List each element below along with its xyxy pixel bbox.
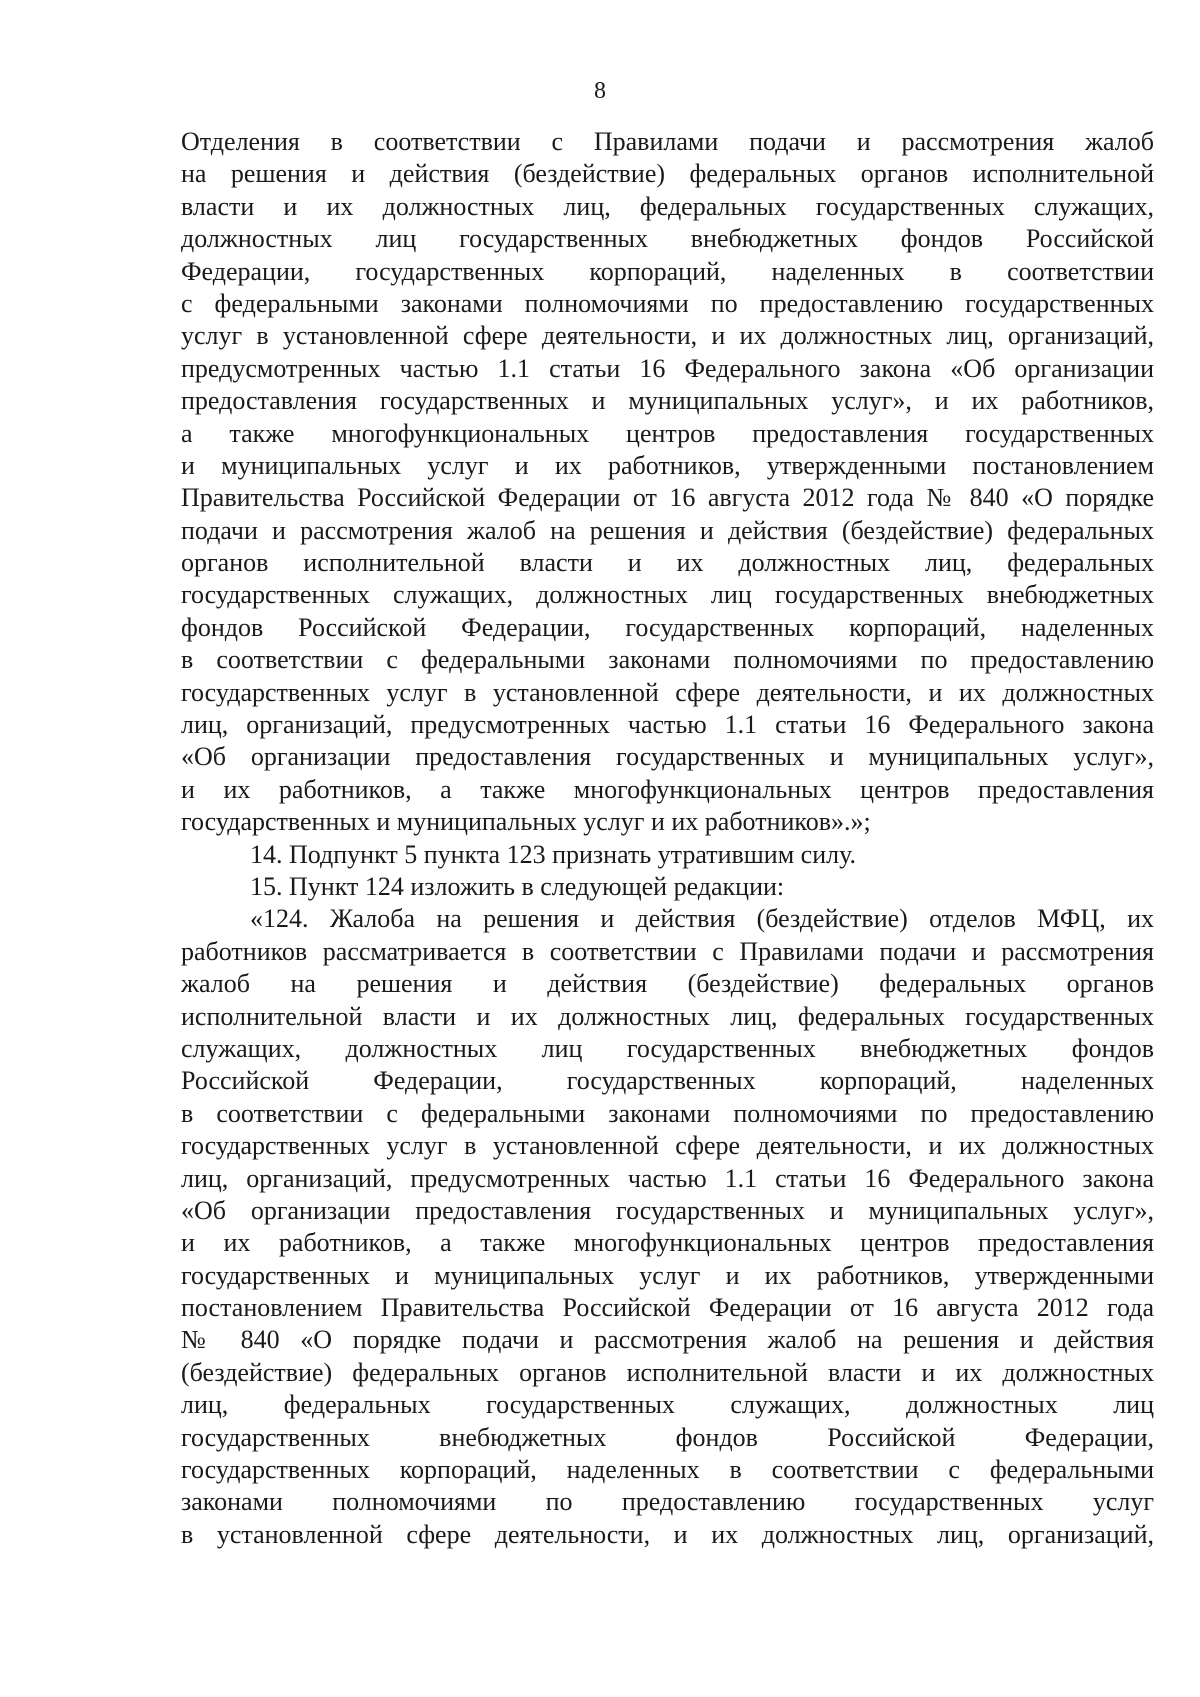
text-line: власти и их должностных лиц, федеральных государственных служащих, [181,191,1154,221]
text-line: государственных и муниципальных услуг и их работников, утвержденными [181,1260,1154,1290]
text-line: подачи и рассмотрения жалоб на решения и действия (бездействие) федеральных [181,515,1154,545]
text-line: лиц, федеральных государственных служащих, должностных лиц [181,1390,1154,1420]
text-line: постановлением Правительства Российской Федерации от 16 августа 2012 года [181,1293,1154,1323]
text-line: услуг в установленной сфере деятельности, и их должностных лиц, организаций, [181,321,1154,351]
text-line: государственных услуг в установленной сфере деятельности, и их должностных [181,1131,1154,1161]
text-line: предоставления государственных и муниципальных услуг», и их работников, [181,386,1154,416]
text-line: а также многофункциональных центров предоставления государственных [181,418,1154,448]
text-line: № 840 «О порядке подачи и рассмотрения жалоб на решения и действия [181,1325,1154,1355]
text-line: (бездействие) федеральных органов исполнительной власти и их должностных [181,1357,1154,1387]
text-line: в установленной сфере деятельности, и их должностных лиц, организаций, [181,1519,1154,1549]
text-line: государственных служащих, должностных лиц государственных внебюджетных [181,580,1154,610]
text-line: в соответствии с федеральными законами полномочиями по предоставлению [181,1098,1154,1128]
document-body [181,126,1154,1551]
text-line: предусмотренных частью 1.1 статьи 16 Федерального закона «Об организации [181,353,1154,383]
text-line: фондов Российской Федерации, государственных корпораций, наделенных [181,612,1154,642]
text-line: «124. Жалоба на решения и действия (бездействие) отделов МФЦ, их [250,904,1154,934]
text-line: и муниципальных услуг и их работников, утвержденными постановлением [181,450,1154,480]
text-line: государственных внебюджетных фондов Российской Федерации, [181,1422,1154,1452]
page-number: 8 [594,78,606,104]
text-line: 14. Подпункт 5 пункта 123 признать утратившим силу. [250,839,856,869]
text-line: государственных и муниципальных услуг и их работников».»; [181,807,871,837]
text-line: и их работников, а также многофункциональных центров предоставления [181,1228,1154,1258]
text-line: с федеральными законами полномочиями по предоставлению государственных [181,288,1154,318]
text-line: на решения и действия (бездействие) федеральных органов исполнительной [181,159,1154,189]
text-line: органов исполнительной власти и их должностных лиц, федеральных [181,548,1154,578]
text-line: и их работников, а также многофункциональных центров предоставления [181,774,1154,804]
text-line: «Об организации предоставления государственных и муниципальных услуг», [181,1195,1154,1225]
text-line: лиц, организаций, предусмотренных частью 1.1 статьи 16 Федерального закона [181,710,1154,740]
text-line: Отделения в соответствии с Правилами подачи и рассмотрения жалоб [181,127,1154,156]
text-line: Российской Федерации, государственных корпораций, наделенных [181,1066,1154,1096]
text-line: государственных корпораций, наделенных в соответствии с федеральными [181,1455,1154,1485]
text-line: работников рассматривается в соответствии с Правилами подачи и рассмотрения [181,936,1154,966]
text-line: 15. Пункт 124 изложить в следующей редакции: [250,871,785,901]
text-line: служащих, должностных лиц государственных внебюджетных фондов [181,1033,1154,1063]
text-line: законами полномочиями по предоставлению государственных услуг [181,1487,1154,1517]
text-line: должностных лиц государственных внебюджетных фондов Российской [181,224,1154,254]
text-line: государственных услуг в установленной сфере деятельности, и их должностных [181,677,1154,707]
text-line: в соответствии с федеральными законами полномочиями по предоставлению [181,645,1154,675]
text-line: исполнительной власти и их должностных лиц, федеральных государственных [181,1001,1154,1031]
text-line: жалоб на решения и действия (бездействие) федеральных органов [181,969,1154,999]
text-line: Правительства Российской Федерации от 16 августа 2012 года № 840 «О порядке [181,483,1154,513]
text-line: лиц, организаций, предусмотренных частью 1.1 статьи 16 Федерального закона [181,1163,1154,1193]
text-line: Федерации, государственных корпораций, наделенных в соответствии [181,256,1154,286]
text-line: «Об организации предоставления государственных и муниципальных услуг», [181,742,1154,772]
